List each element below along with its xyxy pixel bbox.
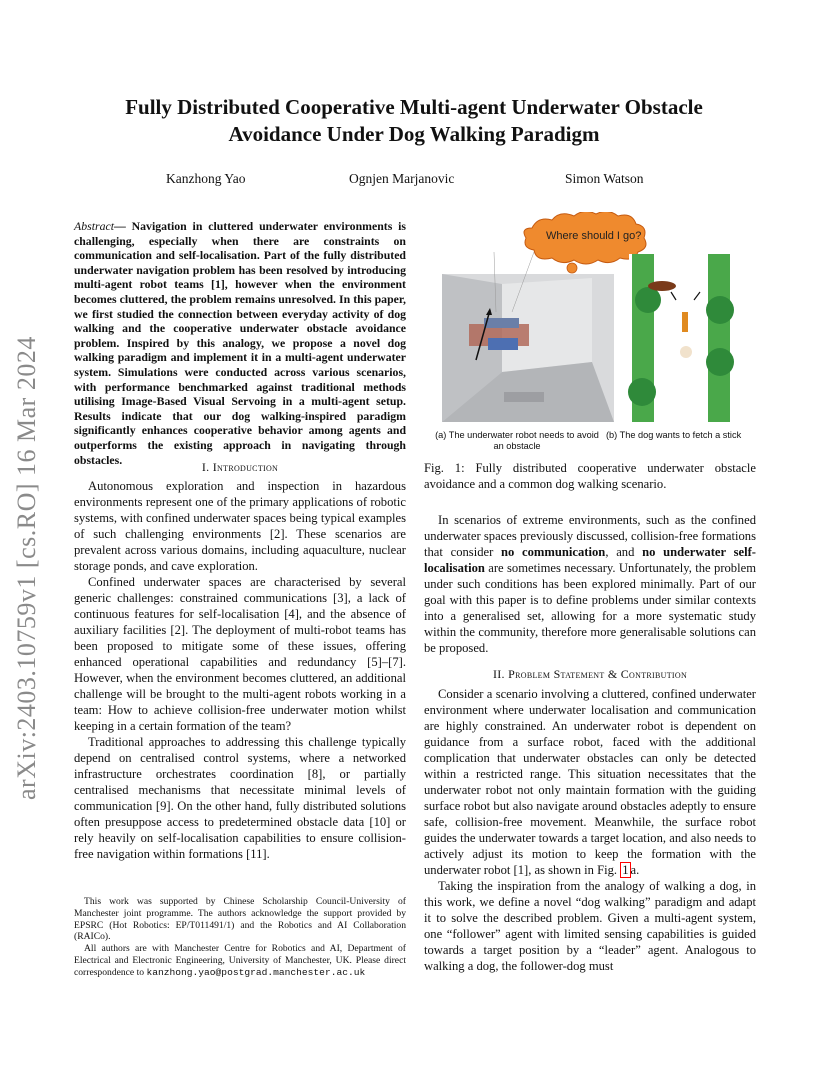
section-2-heading: II. Problem Statement & Contribution [492, 667, 688, 681]
title-line-2: Avoidance Under Dog Walking Paradigm [228, 122, 600, 146]
figure-1-caption: Fig. 1: Fully distributed cooperative underwater obstacle avoidance and a common dog walking scenario. [424, 461, 756, 491]
figure-1b-caption: (b) The dog wants to fetch a stick [606, 430, 742, 440]
abstract-label: Abstract [74, 219, 114, 233]
right-paragraph-3: Taking the inspiration from the analogy of walking a dog, in this work, we define a novel “dog walking” paradigm and adapt it to solve the described problem. Given a multi-agent system, one “follower” agent with limited sensing capabilities is guided towards a target position by a “leader” agent. Analogous to walking a dog, the follower-dog must [424, 879, 756, 973]
right-column-body-2 [424, 686, 756, 974]
footnote-affiliation: All authors are with Manchester Centre for Robotics and AI, Department of Electrical and Electronic Engineering, University of Manchester, UK. Please direct correspondence to kanzhong.yao@postgrad.manchester.ac.uk [74, 943, 406, 978]
footnote-email[interactable]: kanzhong.yao@postgrad.manchester.ac.uk [146, 966, 366, 978]
figure-1-reference-link[interactable]: 1 [622, 863, 629, 877]
bubble-dot [567, 263, 577, 273]
paper-title [70, 94, 758, 148]
intro-paragraph-3: Traditional approaches to addressing this challenge typically depend on centralised control systems, where a networked infrastructure orchestrates coordination [8], or partially centralised mechanisms that necessitate minimal levels of communication [9]. On the other hand, fully distributed solutions often presuppose access to predetermined obstacle data [10] or rely heavily on self-localisation capabilities to ensure collision-free navigation within formations [11]. [74, 735, 406, 861]
author-1: Kanzhong Yao [166, 171, 246, 186]
panel-b-dog-walking [628, 254, 766, 422]
panel-a-pool-scene [442, 252, 614, 422]
abstract: Abstract— Navigation in cluttered underwater environments is challenging, especially when there are constraints on communication and self-localisation. Part of the fully distributed underwater navigation problem has been resolved by introducing multi-agent robot teams [1], however when the environment becomes cluttered, the problem remains unresolved. In this paper, we first studied the connection between everyday activity of dog walking and the cooperative underwater obstacle avoidance problem. Inspired by this analogy, we propose a novel dog walking paradigm and implement it in a multi-agent underwater system. Simulations were conducted across various scenarios, with performance benchmarked against traditional methods utilising Image-Based Visual Servoing in a multi-agent setup. Results indicate that our dog walking-inspired paradigm significantly enhances cooperative behavior among agents and outperforms the existing approach in navigating through obstacles. [74, 219, 406, 467]
figure-1a-caption: (a) The underwater robot needs to avoid an obstacle [435, 430, 599, 451]
arxiv-stamp: arXiv:2403.10759v1 [cs.RO] 16 Mar 2024 [12, 336, 41, 800]
right-paragraph-1: In scenarios of extreme environments, such as the confined underwater spaces previously discussed, collision-free formations that consider no communication, and no underwater self-localisation are sometimes necessary. Unfortunately, the problem under such conditions has been explored minimally. Part of our goal with this paper is to define problems under similar contexts into a generalised set, allowing for a more systematic study within the community, therefore more generalisable solutions can be proposed. [424, 513, 756, 655]
intro-paragraph-2: Confined underwater spaces are characterised by several generic challenges: constrained communications [3], a lack of continuous features for self-localisation [4], and the absence of auxiliary facilities [2]. The deployment of multi-robot teams has been proposed to mitigate some of these issues, offering enhanced operational capabilities and redundancy [5]–[7]. However, when the environment becomes cluttered, an additional challenge will be brought to the multi-agent robots working in a team: How to achieve collision-free underwater motion whilst keeping in a certain formation of the team? [74, 575, 406, 733]
right-paragraph-2: Consider a scenario involving a cluttered, confined underwater environment where underwater localisation and communication are highly constrained. An underwater robot is dependent on guidance from a surface robot, faced with the additional complication that underwater obstacles can only be detected within a restricted range. This situation necessitates that the underwater robot not only maintain formation with the guiding surface robot but also navigate around obstacles adeptly to ensure safe, collision-free movement. Meanwhile, the surface robot guides the underwater towards a target location, and also needs to actively adjust its motion to keep the formation with the underwater robot [1], as shown in Fig. 1 a. [424, 687, 756, 877]
figure-1 [424, 212, 766, 444]
footnote-funding: This work was supported by Chinese Scholarship Council-University of Manchester joint programme. The authors acknowledge the support provided by EPSRC (Hot Robotics: EP/T011491/1) and the Robotics and AI Collaboration (RAICo). [74, 896, 406, 943]
section-1-heading: I. Introduction [201, 460, 279, 474]
right-column-body [424, 512, 756, 656]
title-line-1: Fully Distributed Cooperative Multi-agent Underwater Obstacle [125, 95, 703, 119]
author-2: Ognjen Marjanovic [349, 171, 455, 186]
author-3: Simon Watson [565, 171, 644, 186]
intro-body [74, 478, 406, 862]
bubble-text: Where should I go? [546, 230, 642, 242]
abstract-text: Navigation in cluttered underwater environments is challenging, especially when there are constraints on communication and self-localisation. Part of the fully distributed underwater navigation problem has been resolved by introducing multi-agent robot teams [1], however when the environment becomes cluttered, the problem remains unresolved. In this paper, we first studied the connection between everyday activity of dog walking and the cooperative underwater obstacle avoidance problem. Inspired by this analogy, we propose a novel dog walking paradigm and implement it in a multi-agent underwater system. Simulations were conducted across various scenarios, with performance benchmarked against traditional methods utilising Image-Based Visual Servoing in a multi-agent setup. Results indicate that our dog walking-inspired paradigm significantly enhances cooperative behavior among agents and outperforms the existing approach in navigating through obstacles. [74, 219, 406, 467]
footnotes [74, 896, 406, 979]
intro-paragraph-1: Autonomous exploration and inspection in hazardous environments represent one of the primary applications of robotic systems, with confined underwater spaces being typical examples of such challenging environments [2]. These scenarios are prevalent across various domains, including aquaculture, nuclear storage ponds, and cave exploration. [74, 479, 406, 573]
figure-1-illustration [424, 212, 766, 444]
